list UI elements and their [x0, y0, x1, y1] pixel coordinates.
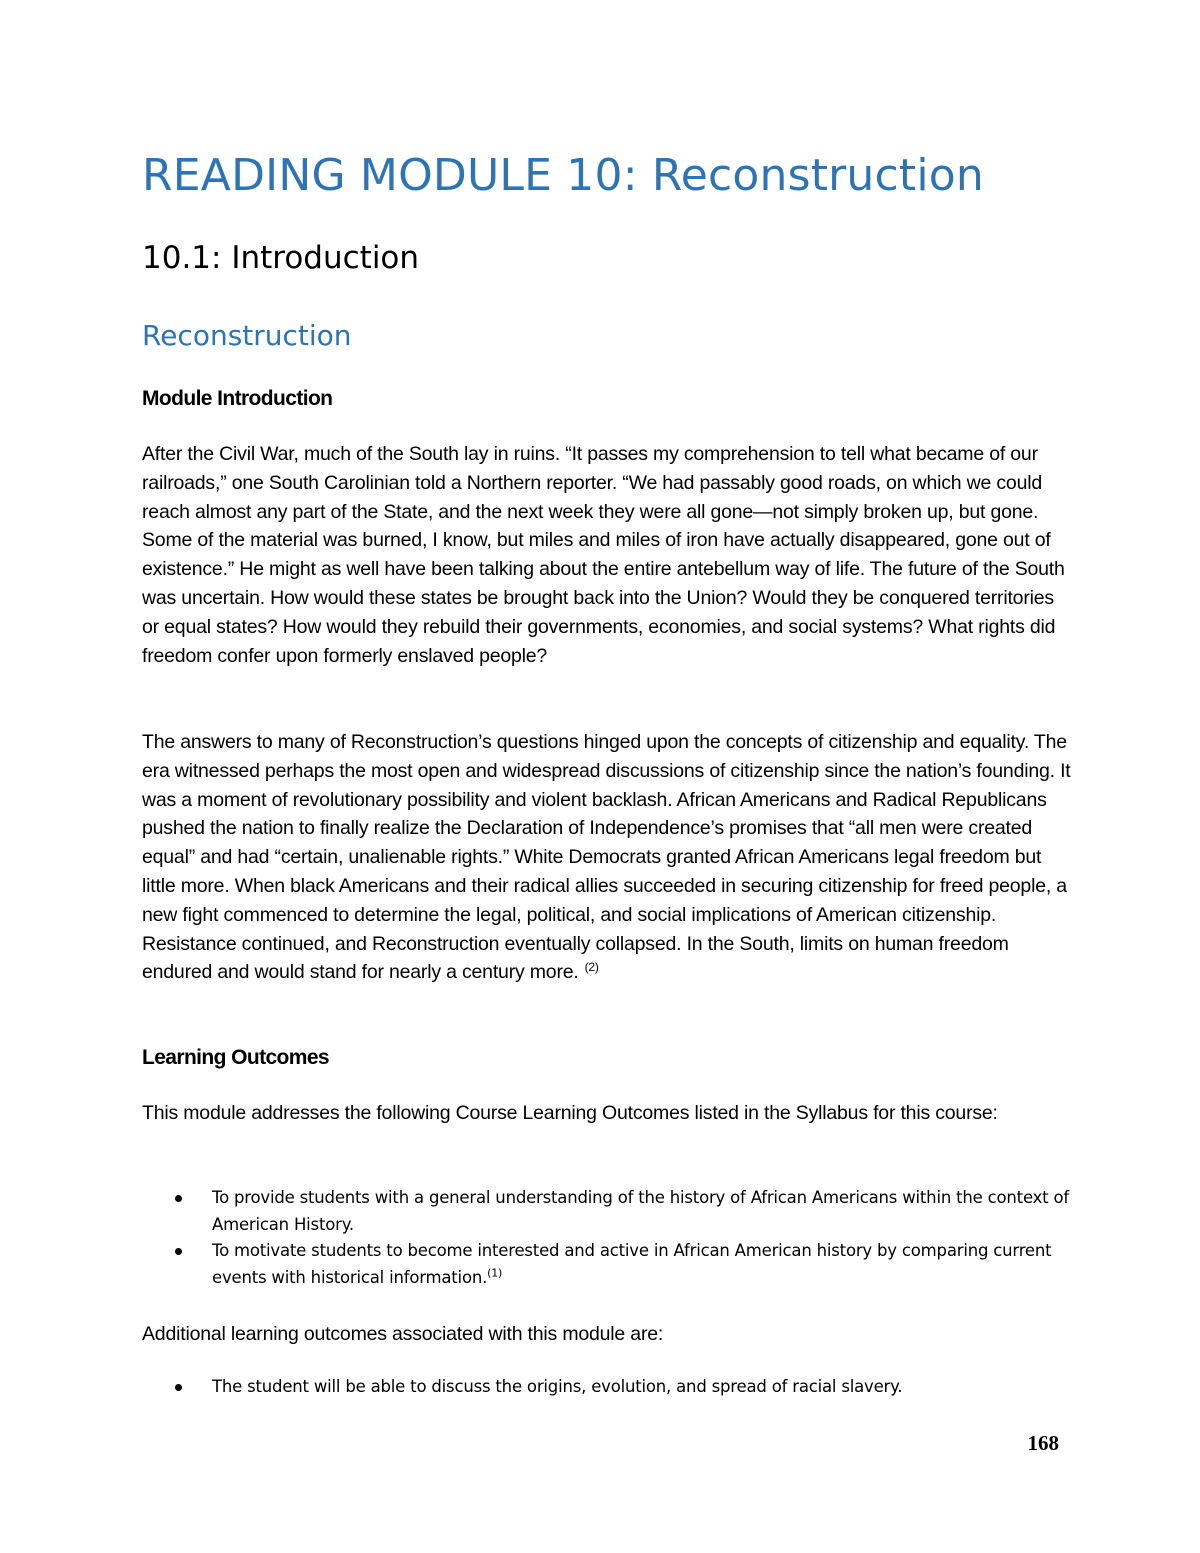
module-introduction-heading: Module Introduction	[142, 387, 333, 410]
list-item	[142, 1185, 1072, 1238]
page-number: 168	[1027, 1431, 1059, 1455]
bullet-icon	[175, 1384, 182, 1391]
citation-marker: (2)	[584, 959, 599, 974]
list-item-text: The student will be able to discuss the origins, evolution, and spread of racial slavery.	[212, 1377, 903, 1396]
intro-paragraph-1: After the Civil War, much of the South lay in ruins. “It passes my comprehension to tell what became of our railroads,” one South Carolinian told a Northern reporter. “We had passably good roads, on which we could reach almost any part of the State, and the next week they were all gone—not simply broken up, but gone. Some of the material was burned, I know, but miles and miles of iron have actually disappeared, gone out of existence.” He might as well have been talking about the entire antebellum way of life. The future of the South was uncertain. How would these states be brought back into the Union? Would they be conquered territories or equal states? How would they rebuild their governments, economies, and social systems? What rights did freedom confer upon formerly enslaved people?	[142, 443, 1065, 667]
course-outcomes-list	[142, 1185, 1072, 1291]
bullet-icon	[175, 1195, 182, 1202]
bullet-icon	[175, 1248, 182, 1255]
additional-outcomes-list	[142, 1374, 1072, 1401]
additional-outcomes-intro: Additional learning outcomes associated with this module are:	[142, 1323, 664, 1345]
intro-paragraph-2-text: The answers to many of Reconstruction’s questions hinged upon the concepts of citizenship and equality. The era witnessed perhaps the most open and widespread discussions of citizenship since the nation’s founding. It was a moment of revolutionary possibility and violent backlash. African Americans and Radical Republicans pushed the nation to finally realize the Declaration of Independence’s promises that “all men were created equal” and had “certain, unalienable rights.” White Democrats granted African Americans legal freedom but little more. When black Americans and their radical allies succeeded in securing citizenship for freed people, a new fight commenced to determine the legal, political, and social implications of American citizenship. Resistance continued, and Reconstruction eventually collapsed. In the South, limits on human freedom endured and would stand for nearly a century more.	[142, 731, 1071, 984]
outcomes-intro: This module addresses the following Course Learning Outcomes listed in the Syllabus for this course:	[142, 1102, 998, 1124]
page-title: READING MODULE 10: Reconstruction	[142, 150, 984, 201]
list-item-text: To provide students with a general understanding of the history of African Americans within the context of American History.	[212, 1188, 1069, 1234]
learning-outcomes-heading: Learning Outcomes	[142, 1046, 330, 1069]
list-item-text: To motivate students to become interested and active in African American history by comparing current events with historical information.	[212, 1241, 1052, 1287]
subheading: Reconstruction	[142, 319, 352, 352]
list-item	[142, 1238, 1072, 1291]
intro-paragraph-2	[142, 728, 1072, 987]
section-heading: 10.1: Introduction	[142, 240, 420, 276]
list-item	[142, 1374, 1072, 1401]
citation-marker: (1)	[487, 1266, 503, 1279]
